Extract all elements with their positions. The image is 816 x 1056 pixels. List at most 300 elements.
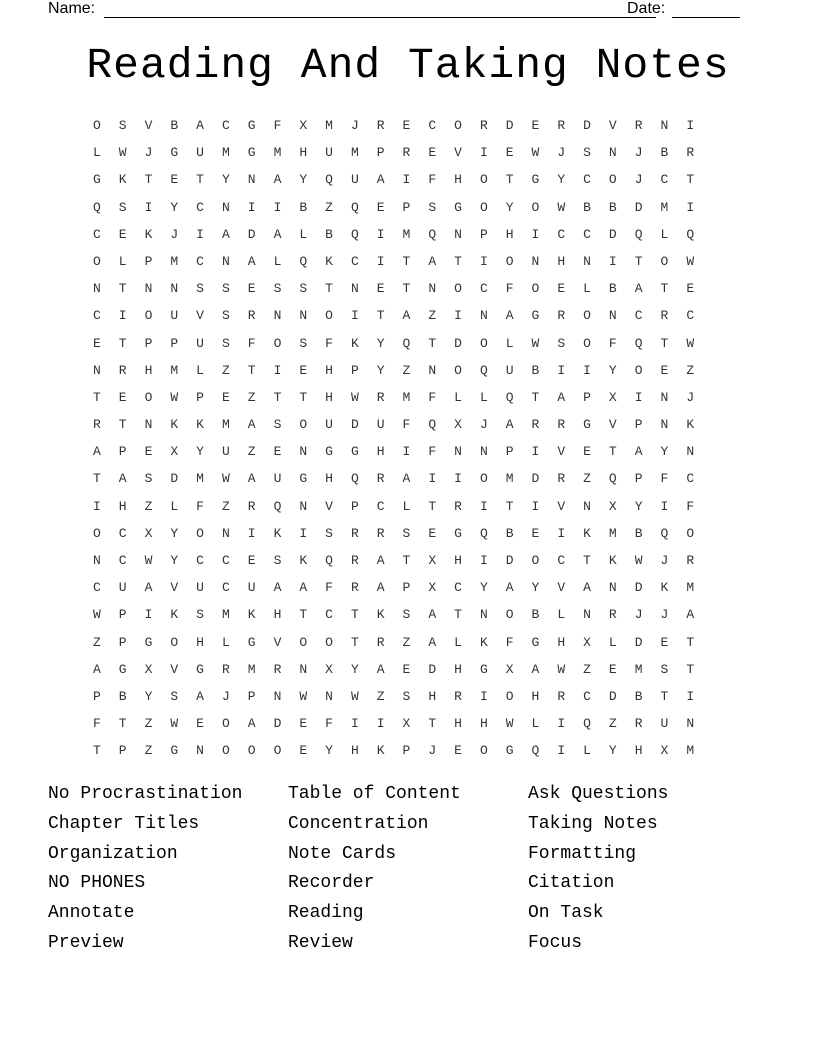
grid-letter: I bbox=[350, 308, 359, 324]
grid-letter: A bbox=[247, 471, 256, 487]
grid-letter: O bbox=[92, 525, 101, 541]
word-list-item: Recorder bbox=[288, 873, 375, 894]
grid-letter: M bbox=[273, 145, 282, 161]
grid-letter: V bbox=[325, 498, 333, 514]
grid-letter: E bbox=[118, 389, 127, 405]
grid-letter: R bbox=[557, 471, 566, 487]
grid-row bbox=[84, 330, 703, 357]
grid-letter: P bbox=[350, 362, 359, 378]
grid-letter: Z bbox=[608, 716, 617, 732]
grid-row bbox=[84, 302, 703, 329]
word-list-item: Ask Questions bbox=[528, 784, 669, 804]
grid-letter: D bbox=[428, 661, 437, 677]
grid-letter: T bbox=[376, 308, 385, 324]
grid-letter: X bbox=[144, 525, 153, 541]
grid-row bbox=[84, 601, 703, 628]
grid-letter: Z bbox=[92, 634, 101, 650]
grid-letter: N bbox=[660, 417, 669, 433]
grid-letter: Z bbox=[402, 362, 411, 378]
grid-letter: L bbox=[196, 362, 204, 378]
grid-letter: E bbox=[376, 281, 385, 297]
grid-letter: L bbox=[531, 716, 540, 732]
grid-letter: C bbox=[196, 253, 204, 269]
grid-letter: B bbox=[531, 362, 540, 378]
grid-letter: O bbox=[454, 281, 462, 297]
grid-letter: S bbox=[299, 335, 308, 351]
grid-letter: B bbox=[608, 199, 617, 215]
grid-letter: T bbox=[660, 335, 669, 351]
grid-letter: E bbox=[557, 281, 566, 297]
grid-letter: M bbox=[634, 661, 643, 677]
grid-letter: R bbox=[247, 308, 256, 324]
grid-letter: Q bbox=[505, 389, 514, 405]
grid-letter: S bbox=[583, 145, 591, 161]
grid-letter: B bbox=[505, 525, 514, 541]
grid-letter: O bbox=[531, 199, 540, 215]
grid-letter: G bbox=[454, 525, 462, 541]
grid-letter: J bbox=[221, 688, 230, 704]
grid-letter: O bbox=[144, 308, 153, 324]
grid-letter: Q bbox=[634, 335, 643, 351]
grid-letter: T bbox=[660, 281, 669, 297]
grid-letter: P bbox=[479, 226, 488, 242]
grid-letter: E bbox=[428, 525, 437, 541]
grid-letter: Q bbox=[350, 199, 359, 215]
grid-letter: E bbox=[686, 281, 695, 297]
grid-letter: K bbox=[350, 335, 359, 351]
grid-letter: Q bbox=[660, 525, 669, 541]
grid-letter: Z bbox=[221, 498, 230, 514]
grid-letter: X bbox=[428, 580, 437, 596]
grid-letter: Z bbox=[247, 389, 256, 405]
grid-letter: N bbox=[583, 253, 591, 269]
grid-letter: G bbox=[299, 471, 308, 487]
grid-letter: K bbox=[273, 525, 282, 541]
grid-letter: I bbox=[686, 118, 695, 133]
grid-letter: G bbox=[92, 172, 101, 188]
grid-letter: B bbox=[299, 199, 308, 215]
grid-letter: H bbox=[454, 661, 462, 677]
grid-letter: I bbox=[557, 716, 566, 732]
grid-letter: Q bbox=[428, 417, 437, 433]
grid-letter: I bbox=[454, 308, 462, 324]
grid-letter: U bbox=[325, 145, 333, 161]
grid-letter: T bbox=[118, 417, 127, 433]
grid-letter: I bbox=[247, 199, 256, 215]
grid-letter: Y bbox=[350, 661, 359, 677]
grid-letter: H bbox=[273, 607, 282, 623]
grid-letter: K bbox=[299, 553, 308, 568]
grid-letter: M bbox=[350, 145, 359, 161]
grid-letter: N bbox=[299, 498, 308, 514]
grid-letter: N bbox=[92, 362, 101, 378]
grid-letter: O bbox=[505, 607, 514, 623]
grid-letter: R bbox=[221, 661, 230, 677]
grid-letter: N bbox=[144, 281, 153, 297]
grid-letter: O bbox=[170, 634, 179, 650]
grid-letter: F bbox=[608, 335, 617, 351]
grid-letter: T bbox=[608, 444, 617, 460]
grid-letter: P bbox=[144, 253, 153, 269]
grid-letter: O bbox=[583, 308, 591, 324]
grid-letter: B bbox=[170, 118, 179, 133]
grid-letter: O bbox=[479, 199, 488, 215]
grid-letter: S bbox=[273, 553, 282, 568]
grid-letter: X bbox=[325, 661, 333, 677]
grid-letter: T bbox=[144, 172, 153, 188]
grid-letter: O bbox=[505, 688, 514, 704]
grid-letter: F bbox=[247, 335, 256, 351]
grid-letter: A bbox=[273, 580, 282, 596]
grid-letter: M bbox=[402, 226, 411, 242]
grid-letter: M bbox=[505, 471, 514, 487]
grid-letter: J bbox=[557, 145, 566, 161]
grid-letter: F bbox=[428, 172, 437, 188]
grid-letter: S bbox=[557, 335, 566, 351]
grid-letter: H bbox=[118, 498, 127, 514]
grid-letter: G bbox=[118, 661, 127, 677]
grid-letter: F bbox=[273, 118, 282, 133]
grid-letter: C bbox=[118, 553, 127, 568]
grid-letter: L bbox=[583, 281, 591, 297]
grid-letter: N bbox=[583, 498, 591, 514]
grid-letter: Y bbox=[660, 444, 669, 460]
grid-letter: W bbox=[531, 335, 540, 351]
grid-letter: Z bbox=[144, 716, 153, 732]
grid-letter: V bbox=[557, 498, 566, 514]
grid-letter: W bbox=[144, 553, 153, 568]
grid-letter: G bbox=[531, 308, 540, 324]
grid-letter: W bbox=[557, 661, 566, 677]
grid-row bbox=[84, 411, 703, 438]
grid-letter: S bbox=[402, 607, 411, 623]
grid-letter: V bbox=[144, 118, 153, 133]
grid-letter: I bbox=[402, 172, 411, 188]
grid-letter: J bbox=[634, 172, 643, 188]
grid-letter: I bbox=[557, 525, 566, 541]
grid-row bbox=[84, 574, 703, 601]
grid-letter: Y bbox=[479, 580, 488, 596]
grid-letter: U bbox=[376, 417, 385, 433]
grid-letter: N bbox=[660, 389, 669, 405]
grid-letter: E bbox=[299, 362, 308, 378]
grid-letter: A bbox=[221, 226, 230, 242]
grid-letter: X bbox=[402, 716, 411, 732]
grid-letter: L bbox=[505, 335, 514, 351]
grid-letter: U bbox=[325, 417, 333, 433]
grid-letter: A bbox=[428, 607, 437, 623]
grid-letter: I bbox=[376, 716, 385, 732]
grid-letter: N bbox=[273, 308, 282, 324]
word-list-item: On Task bbox=[528, 903, 604, 924]
grid-letter: D bbox=[608, 688, 617, 704]
grid-letter: M bbox=[686, 580, 695, 596]
grid-letter: N bbox=[608, 580, 617, 596]
grid-letter: Z bbox=[583, 661, 591, 677]
grid-letter: N bbox=[299, 661, 308, 677]
grid-letter: P bbox=[92, 688, 101, 704]
grid-letter: O bbox=[479, 335, 488, 351]
grid-letter: F bbox=[660, 471, 669, 487]
grid-letter: E bbox=[170, 172, 179, 188]
grid-letter: J bbox=[350, 118, 359, 133]
grid-letter: X bbox=[428, 553, 437, 568]
grid-letter: L bbox=[557, 607, 566, 623]
grid-letter: G bbox=[325, 444, 333, 460]
grid-letter: L bbox=[583, 743, 591, 759]
grid-letter: R bbox=[402, 145, 411, 161]
grid-letter: C bbox=[686, 308, 695, 324]
grid-letter: P bbox=[170, 335, 179, 351]
grid-row bbox=[84, 493, 703, 520]
grid-row bbox=[84, 629, 703, 656]
grid-letter: E bbox=[583, 444, 591, 460]
grid-letter: N bbox=[221, 253, 230, 269]
grid-letter: R bbox=[686, 553, 695, 568]
grid-letter: I bbox=[273, 199, 282, 215]
grid-letter: A bbox=[299, 580, 308, 596]
grid-letter: T bbox=[247, 362, 256, 378]
grid-letter: K bbox=[660, 580, 669, 596]
grid-letter: S bbox=[170, 688, 179, 704]
grid-letter: J bbox=[170, 226, 179, 242]
grid-letter: Z bbox=[376, 688, 385, 704]
grid-letter: N bbox=[583, 607, 591, 623]
grid-letter: O bbox=[247, 743, 256, 759]
grid-letter: O bbox=[92, 118, 101, 133]
header bbox=[48, 0, 740, 22]
word-list-item: Concentration bbox=[288, 813, 429, 834]
grid-letter: D bbox=[634, 199, 643, 215]
grid-row bbox=[84, 384, 703, 411]
grid-letter: D bbox=[350, 417, 359, 433]
grid-letter: I bbox=[531, 226, 540, 242]
grid-letter: C bbox=[428, 118, 437, 133]
grid-letter: T bbox=[686, 661, 695, 677]
grid-letter: T bbox=[660, 688, 669, 704]
grid-letter: K bbox=[479, 634, 488, 650]
grid-letter: Z bbox=[402, 634, 411, 650]
grid-letter: G bbox=[350, 444, 359, 460]
grid-letter: R bbox=[247, 498, 256, 514]
grid-letter: Y bbox=[531, 580, 540, 596]
grid-letter: I bbox=[479, 253, 488, 269]
grid-letter: V bbox=[608, 417, 617, 433]
grid-letter: K bbox=[196, 417, 204, 433]
grid-letter: R bbox=[376, 634, 385, 650]
grid-letter: J bbox=[634, 607, 643, 623]
grid-letter: S bbox=[196, 607, 204, 623]
word-column bbox=[48, 780, 288, 959]
grid-letter: E bbox=[299, 743, 308, 759]
grid-letter: Y bbox=[170, 525, 179, 541]
grid-letter: A bbox=[583, 580, 591, 596]
grid-row bbox=[84, 683, 703, 710]
grid-row bbox=[84, 656, 703, 683]
grid-letter: I bbox=[299, 525, 308, 541]
grid-row bbox=[84, 438, 703, 465]
grid-letter: S bbox=[118, 199, 127, 215]
grid-letter: X bbox=[144, 661, 153, 677]
grid-letter: O bbox=[273, 335, 282, 351]
grid-letter: A bbox=[402, 471, 411, 487]
grid-letter: L bbox=[118, 253, 127, 269]
grid-letter: W bbox=[170, 716, 179, 732]
grid-letter: X bbox=[454, 417, 462, 433]
grid-letter: V bbox=[196, 308, 204, 324]
name-blank-line[interactable] bbox=[104, 0, 656, 18]
grid-letter: S bbox=[144, 471, 153, 487]
grid-letter: N bbox=[273, 688, 282, 704]
grid-letter: H bbox=[505, 226, 514, 242]
grid-letter: P bbox=[634, 417, 643, 433]
grid-letter: T bbox=[402, 253, 411, 269]
grid-letter: I bbox=[531, 498, 540, 514]
grid-letter: N bbox=[221, 525, 230, 541]
grid-letter: X bbox=[505, 661, 514, 677]
grid-letter: P bbox=[118, 444, 127, 460]
grid-letter: T bbox=[505, 172, 514, 188]
grid-letter: G bbox=[531, 172, 540, 188]
grid-letter: L bbox=[92, 145, 101, 161]
grid-letter: T bbox=[686, 634, 695, 650]
grid-letter: C bbox=[660, 172, 669, 188]
grid-letter: C bbox=[221, 118, 230, 133]
grid-row bbox=[84, 520, 703, 547]
grid-letter: R bbox=[454, 498, 462, 514]
grid-letter: R bbox=[660, 308, 669, 324]
grid-letter: V bbox=[170, 661, 179, 677]
grid-row bbox=[84, 166, 703, 193]
grid-letter: Q bbox=[479, 525, 488, 541]
grid-letter: J bbox=[428, 743, 437, 759]
grid-letter: E bbox=[299, 716, 308, 732]
grid-letter: H bbox=[325, 389, 333, 405]
grid-letter: Y bbox=[299, 172, 308, 188]
grid-letter: L bbox=[221, 634, 230, 650]
grid-letter: Q bbox=[92, 199, 101, 215]
grid-letter: W bbox=[92, 607, 101, 623]
grid-letter: K bbox=[247, 607, 256, 623]
grid-letter: T bbox=[196, 172, 204, 188]
grid-letter: I bbox=[583, 362, 591, 378]
grid-letter: X bbox=[170, 444, 179, 460]
grid-letter: I bbox=[376, 253, 385, 269]
grid-row bbox=[84, 275, 703, 302]
grid-letter: Q bbox=[479, 362, 488, 378]
grid-letter: S bbox=[118, 118, 127, 133]
grid-letter: N bbox=[144, 417, 153, 433]
grid-letter: W bbox=[505, 716, 514, 732]
grid-letter: A bbox=[505, 308, 514, 324]
grid-letter: L bbox=[608, 634, 617, 650]
grid-letter: K bbox=[144, 226, 153, 242]
grid-letter: H bbox=[376, 444, 385, 460]
grid-letter: T bbox=[350, 607, 359, 623]
grid-letter: N bbox=[454, 226, 462, 242]
grid-letter: S bbox=[196, 281, 204, 297]
grid-letter: T bbox=[634, 253, 643, 269]
grid-letter: R bbox=[557, 417, 566, 433]
word-list-item: Chapter Titles bbox=[48, 813, 200, 834]
grid-letter: P bbox=[402, 743, 411, 759]
date-blank-line[interactable] bbox=[672, 0, 740, 18]
grid-letter: S bbox=[660, 661, 669, 677]
grid-letter: S bbox=[402, 688, 411, 704]
grid-letter: Y bbox=[221, 172, 230, 188]
grid-letter: E bbox=[531, 525, 540, 541]
grid-row bbox=[84, 710, 703, 737]
grid-letter: D bbox=[634, 580, 643, 596]
grid-letter: I bbox=[196, 226, 204, 242]
grid-letter: O bbox=[221, 743, 230, 759]
grid-letter: N bbox=[428, 362, 437, 378]
grid-letter: I bbox=[557, 362, 566, 378]
grid-letter: Z bbox=[144, 498, 153, 514]
grid-letter: M bbox=[221, 417, 230, 433]
grid-letter: A bbox=[634, 281, 643, 297]
grid-letter: E bbox=[505, 145, 514, 161]
grid-letter: D bbox=[583, 118, 591, 133]
grid-letter: P bbox=[634, 471, 643, 487]
name-label: Name: bbox=[48, 0, 96, 17]
grid-letter: W bbox=[299, 688, 308, 704]
grid-letter: G bbox=[505, 743, 514, 759]
grid-letter: D bbox=[505, 553, 514, 568]
grid-letter: O bbox=[531, 553, 540, 568]
word-list-item: Review bbox=[288, 932, 353, 953]
grid-letter: B bbox=[608, 281, 617, 297]
grid-letter: B bbox=[583, 199, 591, 215]
grid-letter: A bbox=[144, 580, 153, 596]
grid-letter: F bbox=[325, 335, 333, 351]
grid-letter: W bbox=[170, 389, 179, 405]
word-column bbox=[528, 780, 768, 959]
grid-letter: T bbox=[531, 389, 540, 405]
grid-letter: C bbox=[634, 308, 643, 324]
grid-letter: A bbox=[428, 634, 437, 650]
date-label: Date: bbox=[627, 0, 666, 17]
grid-letter: Q bbox=[531, 743, 540, 759]
grid-letter: G bbox=[479, 661, 488, 677]
grid-letter: A bbox=[376, 553, 385, 568]
grid-letter: M bbox=[247, 661, 256, 677]
grid-letter: U bbox=[196, 145, 204, 161]
grid-letter: I bbox=[557, 743, 566, 759]
word-list-item: Annotate bbox=[48, 903, 135, 924]
grid-letter: C bbox=[92, 308, 101, 324]
grid-letter: S bbox=[428, 199, 437, 215]
grid-letter: N bbox=[608, 145, 617, 161]
grid-letter: C bbox=[479, 281, 488, 297]
grid-letter: M bbox=[325, 118, 333, 133]
grid-letter: T bbox=[118, 335, 127, 351]
grid-letter: N bbox=[221, 199, 230, 215]
grid-letter: H bbox=[325, 362, 333, 378]
grid-letter: P bbox=[402, 199, 411, 215]
word-column bbox=[288, 780, 528, 959]
grid-letter: O bbox=[221, 716, 230, 732]
grid-letter: T bbox=[583, 553, 591, 568]
grid-letter: D bbox=[634, 634, 643, 650]
grid-letter: O bbox=[325, 308, 333, 324]
grid-letter: Q bbox=[686, 226, 695, 242]
grid-letter: N bbox=[299, 444, 308, 460]
grid-letter: X bbox=[583, 634, 591, 650]
grid-letter: E bbox=[454, 743, 462, 759]
grid-letter: Y bbox=[608, 362, 617, 378]
grid-letter: S bbox=[402, 525, 411, 541]
